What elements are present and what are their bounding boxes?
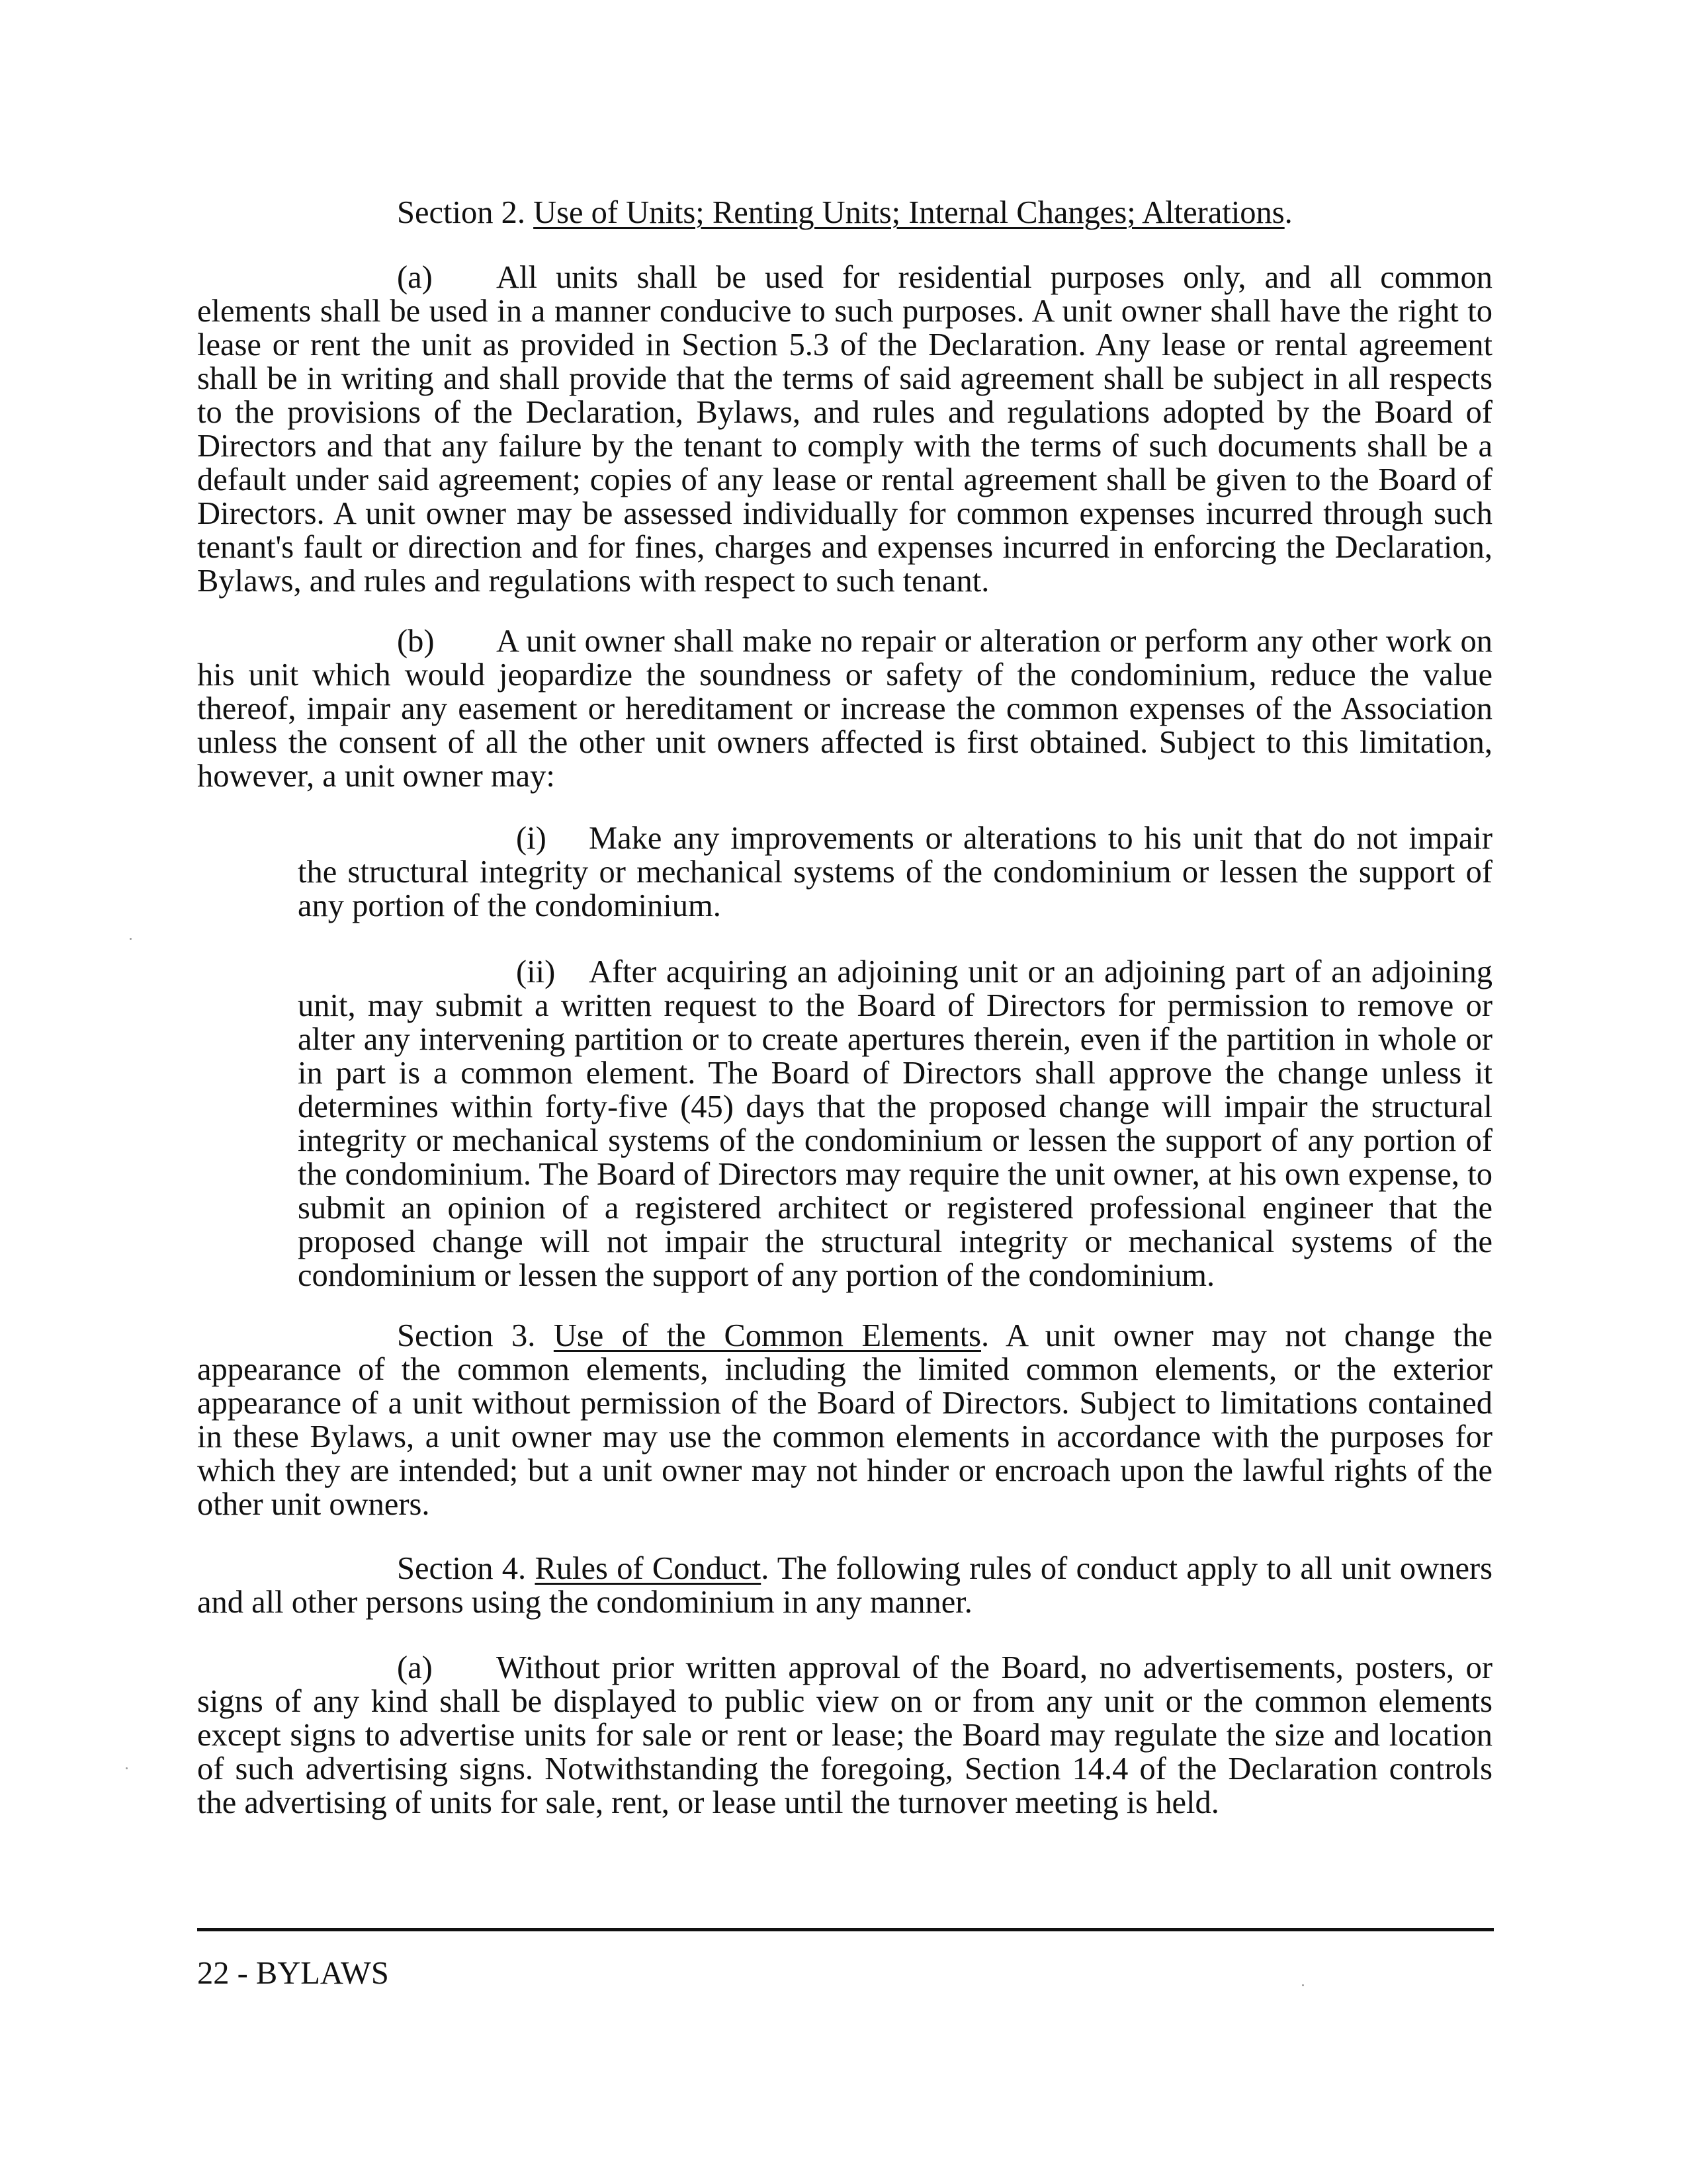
paragraph-text: All units shall be used for residential purposes only, and all common elements shall be used in a manner conducive to such purposes. A unit owner shall have the right to lease or rent the unit as provided in Section 5.3 of the Declaration. Any lease or rental agreement shall be in writing and shall provide that the terms of said agreement shall be subject in all respects to the provisions of the Declaration, Bylaws, and rules and regulations adopted by the Board of Directors and that any failure by the tenant to comply with the terms of such documents shall be a default under said agreement; copies of any lease or rental agreement shall be given to the Board of Directors. A unit owner may be assessed individually for common expenses incurred through such tenant's fault or direction and for fines, charges and expenses incurred in enforcing the Declaration, Bylaws, and rules and regulations with respect to such tenant. [197,260,1492,599]
section-2-number: Section 2. [397,195,525,230]
paragraph-2b-ii [298,955,1492,1292]
paragraph-text: . The following rules of conduct apply to all unit owners and all other persons using the condominium in any manner. [197,1551,1493,1620]
section-3-title: Use of the Common Elements [553,1318,981,1353]
paragraph-marker: (i) [516,821,546,856]
paragraph-text: . A unit owner may not change the appearance of the common elements, including the limited common elements, or the exterior appearance of a unit without permission of the Board of Directors. Subject to limitations contained in these Bylaws, a unit owner may use the common elements in accordance with the purposes for which they are intended; but a unit owner may not hinder or encroach upon the lawful rights of the other unit owners. [197,1318,1493,1522]
paragraph-marker: (b) [397,624,435,659]
section-3-number: Section 3. [397,1318,536,1353]
section-2-heading [397,196,1293,230]
footer-divider [197,1928,1494,1931]
paragraph-2b-i [298,821,1492,923]
section-2-title: Use of Units; Renting Units; Internal Changes; Alterations [533,195,1285,230]
paragraph-text: After acquiring an adjoining unit or an adjoining part of an adjoining unit, may submit a written request to the Board of Directors for permission to remove or alter any intervening partition or to create apertures therein, even if the partition in whole or in part is a common element. The Board of Directors shall approve the change unless it determines within forty-five (45) days that the proposed change will impair the structural integrity or mechanical systems of the condominium or lessen the support of any portion of the condominium. The Board of Directors may require the unit owner, at his own expense, to submit an opinion of a registered architect or registered professional engineer that the proposed change will not impair the structural integrity or mechanical systems of the condominium or lessen the support of any portion of the condominium. [298,954,1492,1293]
section-4-number: Section 4. [397,1551,527,1586]
scan-speck [130,938,132,940]
scan-speck [126,1767,128,1769]
scan-speck [1302,1984,1304,1986]
paragraph-2b [197,624,1492,793]
section-4-title: Rules of Conduct [535,1551,761,1586]
section-2-title-period: . [1284,195,1293,230]
section-4-paragraph [197,1552,1492,1619]
paragraph-marker: (a) [397,260,433,295]
paragraph-marker: (a) [397,1650,433,1685]
paragraph-4a [197,1651,1492,1820]
paragraph-text: Without prior written approval of the Board, no advertisements, posters, or signs of any kind shall be displayed to public view on or from any unit or the common elements except signs to advertise units for sale or rent or lease; the Board may regulate the size and location of such advertising signs. Notwithstanding the foregoing, Section 14.4 of the Declaration controls the advertising of units for sale, rent, or lease until the turnover meeting is held. [197,1650,1492,1820]
section-3-paragraph [197,1319,1492,1521]
page-footer-label: 22 - BYLAWS [197,1956,389,1991]
paragraph-text: Make any improvements or alterations to his unit that do not impair the structural integrity or mechanical systems of the condominium or lessen the support of any portion of the condominium. [298,821,1492,923]
paragraph-2a [197,261,1492,598]
paragraph-marker: (ii) [516,954,556,989]
paragraph-text: A unit owner shall make no repair or alteration or perform any other work on his unit which would jeopardize the soundness or safety of the condominium, reduce the value thereof, impair any easement or hereditament or increase the common expenses of the Association unless the consent of all the other unit owners affected is first obtained. Subject to this limitation, however, a unit owner may: [197,624,1492,794]
